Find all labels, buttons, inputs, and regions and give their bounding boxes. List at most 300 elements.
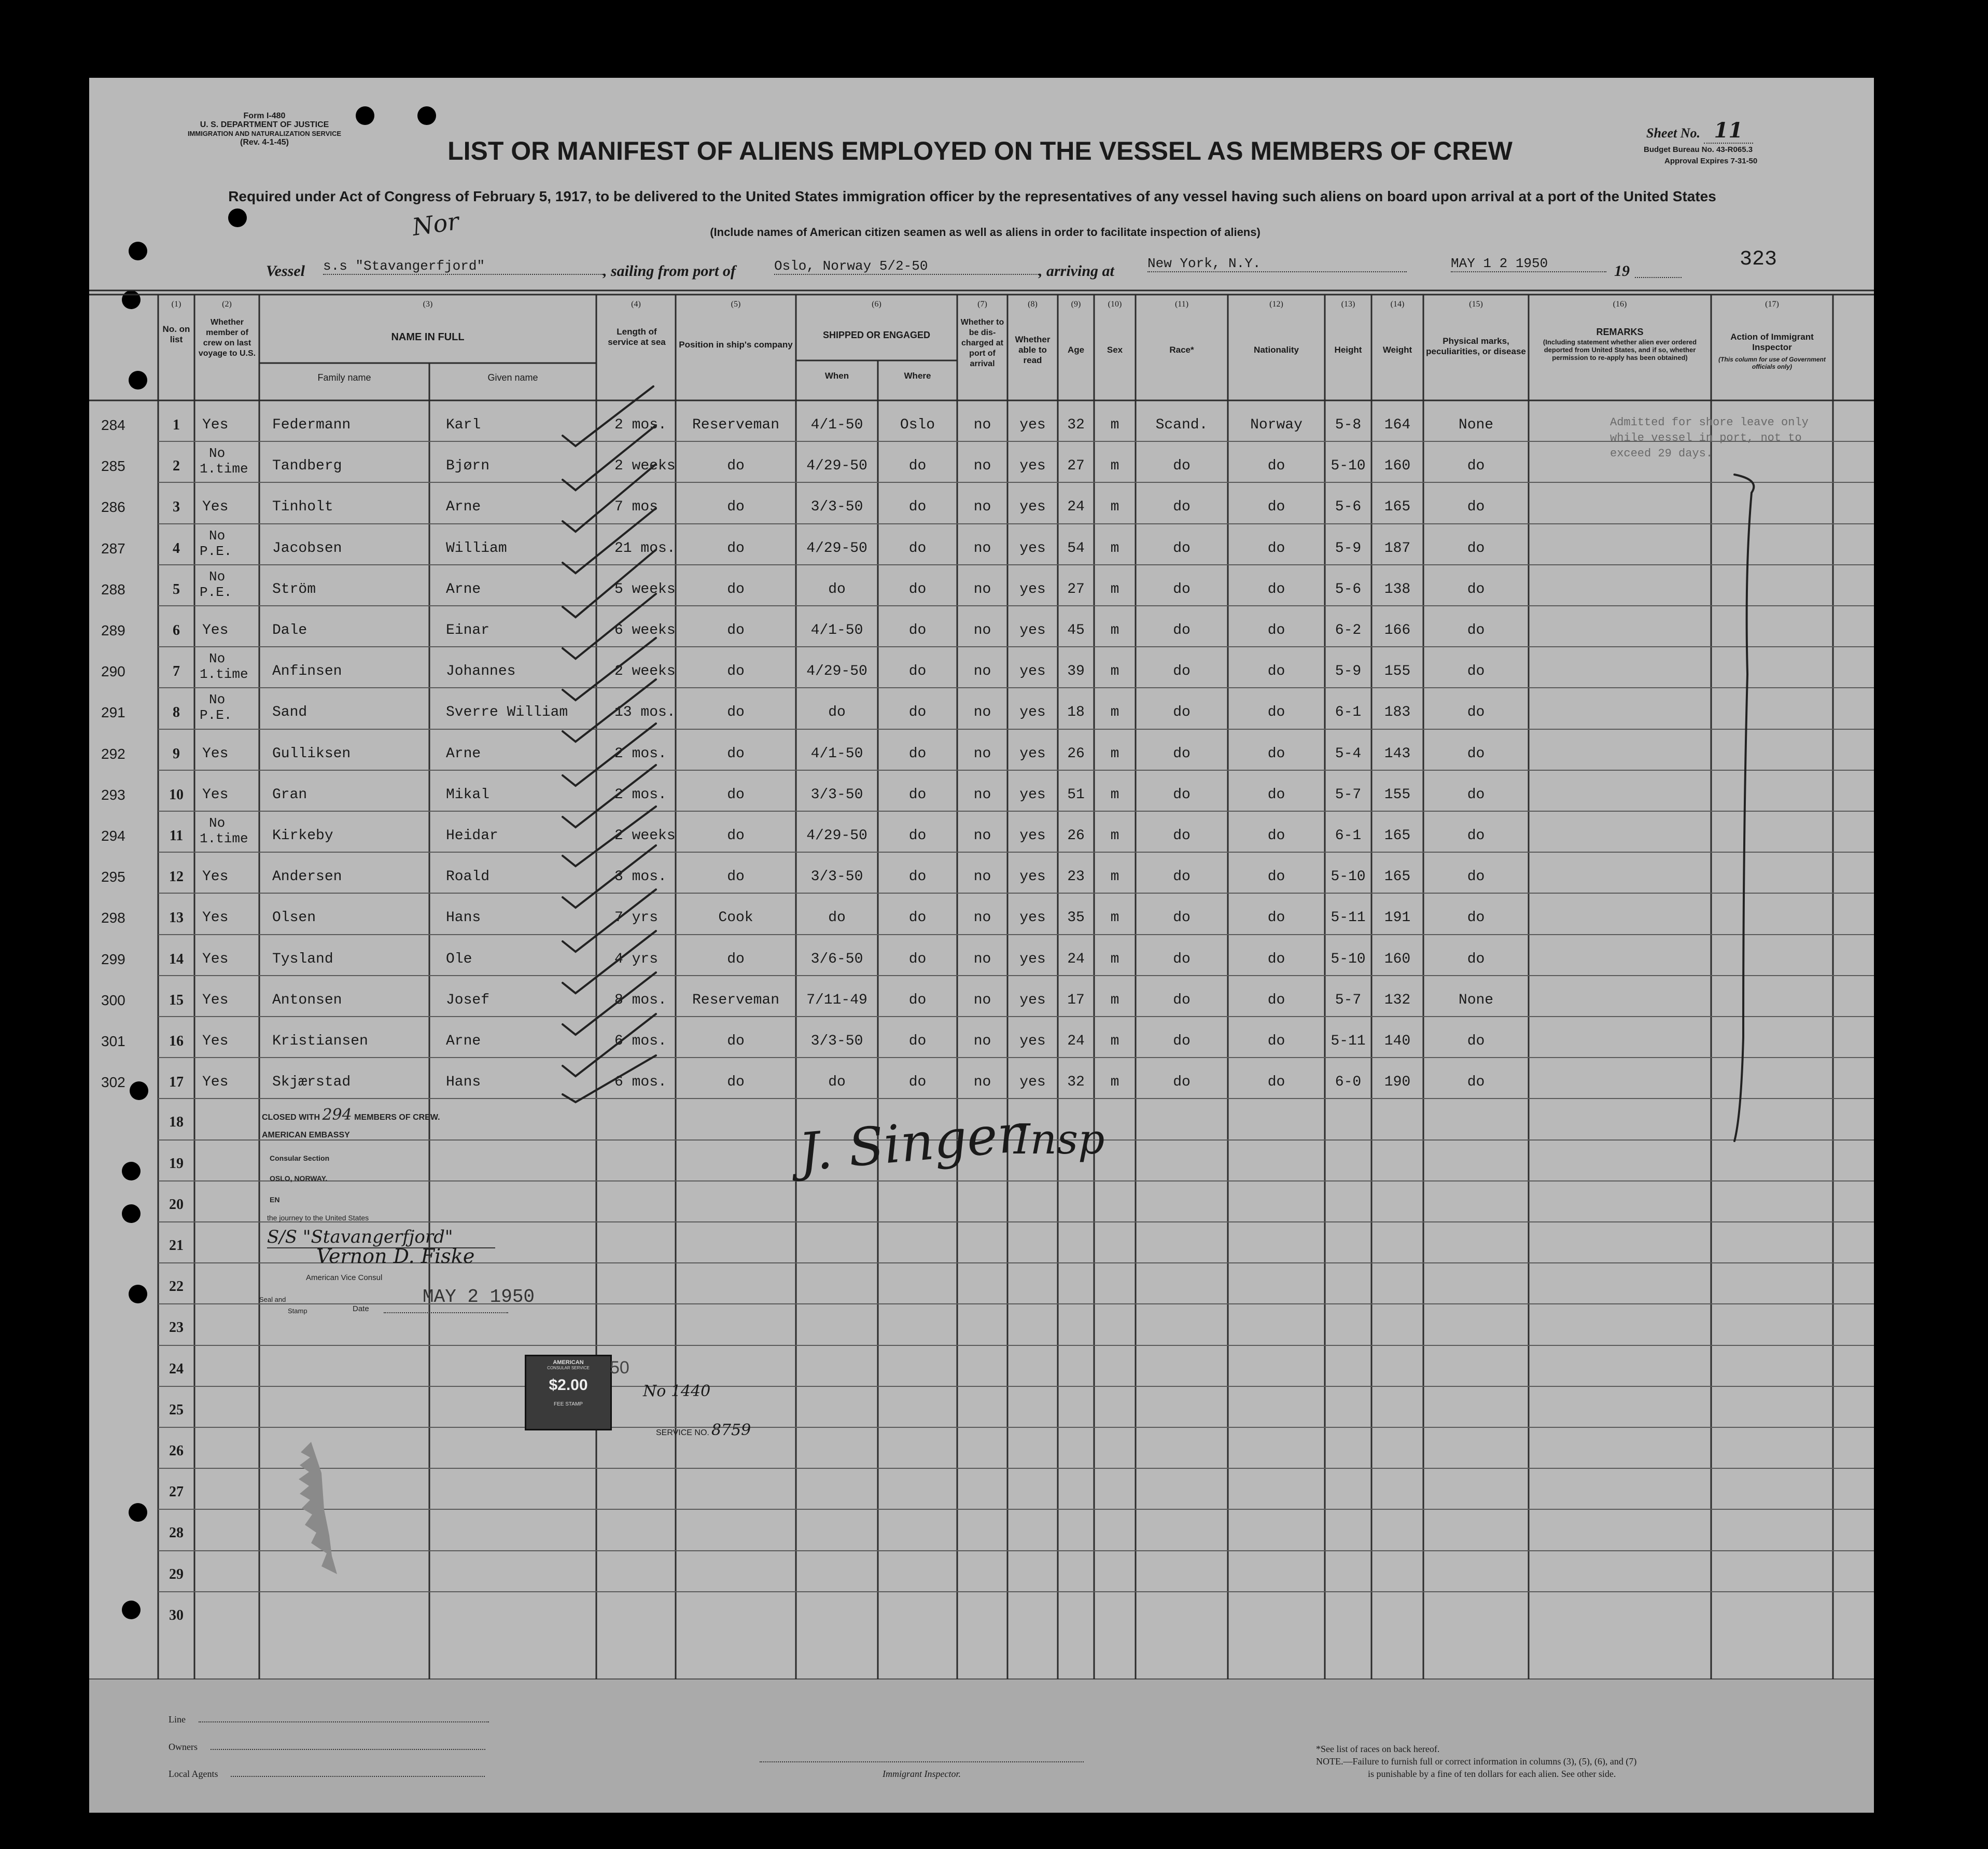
discharge: no: [973, 787, 991, 803]
age: 39: [1067, 663, 1085, 679]
discharge: no: [973, 458, 991, 474]
col-header-height: Height: [1334, 345, 1362, 355]
able-to-read: yes: [1019, 581, 1046, 597]
weight: 165: [1384, 499, 1411, 515]
shipped-when: do: [828, 704, 846, 720]
column-number: (17): [1765, 300, 1779, 309]
service-number: [656, 1421, 751, 1439]
sex: m: [1110, 663, 1119, 679]
column-number: (1): [171, 300, 181, 309]
footer-line-field: [169, 1714, 489, 1725]
sex: m: [1110, 951, 1119, 967]
reference-number: 287: [101, 540, 125, 557]
list-number: 12: [169, 869, 184, 885]
shipped-where: do: [908, 622, 927, 638]
weight: 155: [1384, 787, 1411, 803]
sex: m: [1110, 622, 1119, 638]
shipped-where: do: [908, 910, 927, 926]
able-to-read: yes: [1019, 787, 1046, 803]
sex: m: [1110, 1033, 1119, 1049]
column-number: (9): [1071, 300, 1081, 309]
family-name: Anfinsen: [272, 663, 342, 679]
inspector-title-signature: Insp: [1014, 1115, 1105, 1163]
column-number: (10): [1108, 300, 1122, 309]
service-length: 13 mos.: [614, 704, 676, 720]
reference-number: 293: [101, 787, 125, 803]
nationality: do: [1267, 746, 1285, 762]
given-name: Sverre William: [446, 704, 568, 720]
family-name: Olsen: [272, 910, 316, 926]
weight: 165: [1384, 828, 1411, 844]
crew-last-voyage: Yes: [202, 1074, 229, 1090]
list-number: 19: [169, 1156, 184, 1172]
race: do: [1173, 951, 1191, 967]
position: do: [727, 1033, 745, 1049]
crew-last-voyage: Yes: [202, 746, 229, 762]
crew-last-voyage: Yes: [202, 869, 229, 885]
shipped-where: do: [908, 869, 927, 885]
age: 54: [1067, 540, 1085, 557]
weight: 190: [1384, 1074, 1411, 1090]
reference-number: 285: [101, 458, 125, 474]
physical-marks: do: [1467, 704, 1485, 720]
paper-tear-mark: [280, 1442, 363, 1577]
stamp-en: EN: [270, 1195, 280, 1204]
sex: m: [1110, 910, 1119, 926]
race: do: [1173, 787, 1191, 803]
shipped-where: do: [908, 828, 927, 844]
service-length: 2 mos.: [614, 417, 667, 433]
physical-marks: do: [1467, 787, 1485, 803]
position: do: [727, 746, 745, 762]
discharge: no: [973, 828, 991, 844]
shipped-where: Oslo: [900, 417, 935, 433]
able-to-read: yes: [1019, 417, 1046, 433]
able-to-read: yes: [1019, 540, 1046, 557]
revenue-stamp-mid: CONSULAR SERVICE: [547, 1366, 590, 1370]
family-name: Gran: [272, 787, 307, 803]
race: do: [1173, 910, 1191, 926]
service-length: 3 mos.: [614, 869, 667, 885]
nationality: do: [1267, 951, 1285, 967]
col-header-family-name: Family name: [317, 372, 371, 383]
nationality: do: [1267, 458, 1285, 474]
stamp-seal-label: Seal and: [259, 1296, 286, 1303]
position: do: [727, 581, 745, 597]
service-length: 2 weeks: [614, 458, 676, 474]
service-length: 6 weeks: [614, 622, 676, 638]
sex: m: [1110, 828, 1119, 844]
sailing-label: , sailing from port of: [603, 262, 736, 280]
reference-number: 301: [101, 1033, 125, 1049]
weight: 164: [1384, 417, 1411, 433]
age: 26: [1067, 746, 1085, 762]
sex: m: [1110, 458, 1119, 474]
given-name: Mikal: [446, 787, 490, 803]
physical-marks: do: [1467, 458, 1485, 474]
list-number: 18: [169, 1114, 184, 1130]
reference-number: 291: [101, 704, 125, 720]
vessel-name: s.s "Stavangerfjord": [323, 258, 603, 275]
crew-last-voyage: Yes: [202, 417, 229, 433]
form-subtitle: Required under Act of Congress of February 5, 1917, to be delivered to the United States immigration officer by the representatives of any vessel having such aliens on board upon arrival at a port of the United States: [228, 188, 1716, 204]
shipped-where: do: [908, 581, 927, 597]
age: 18: [1067, 704, 1085, 720]
reference-number: 299: [101, 951, 125, 967]
weight: 183: [1384, 704, 1411, 720]
column-number: (15): [1469, 300, 1483, 309]
crew-last-voyage: Yes: [202, 910, 229, 926]
position: do: [727, 704, 745, 720]
shipped-where: do: [908, 746, 927, 762]
given-name: Arne: [446, 746, 481, 762]
list-number: 13: [169, 910, 184, 926]
reference-number: 286: [101, 499, 125, 515]
shipped-where: do: [908, 458, 927, 474]
col-header-nationality: Nationality: [1254, 345, 1299, 355]
list-number: 5: [173, 581, 180, 597]
list-number: 21: [169, 1238, 184, 1254]
age: 17: [1067, 992, 1085, 1008]
remarks-line: exceed 29 days.: [1610, 447, 1713, 460]
crew-last-voyage: Yes: [202, 499, 229, 515]
height: 5-9: [1335, 540, 1362, 557]
physical-marks: do: [1467, 663, 1485, 679]
age: 32: [1067, 417, 1085, 433]
discharge: no: [973, 951, 991, 967]
col-header-race: Race*: [1169, 345, 1194, 355]
able-to-read: yes: [1019, 622, 1046, 638]
weight: 166: [1384, 622, 1411, 638]
year-label: 19: [1614, 262, 1630, 280]
able-to-read: yes: [1019, 746, 1046, 762]
stamp-embassy: AMERICAN EMBASSY: [262, 1131, 350, 1139]
position: do: [727, 458, 745, 474]
physical-marks: None: [1458, 992, 1494, 1008]
shipped-when: 3/3-50: [810, 499, 863, 515]
family-name: Ström: [272, 581, 316, 597]
crew-last-voyage: No: [209, 692, 226, 707]
col-header-remarks: REMARKS: [1596, 327, 1644, 337]
column-number: (7): [977, 300, 987, 309]
footer-inspector-label: Immigrant Inspector.: [883, 1769, 961, 1779]
inspector-signature-line: [760, 1761, 1084, 1762]
family-name: Gulliksen: [272, 746, 351, 762]
sheet-label: Sheet No.: [1646, 126, 1700, 141]
given-name: Josef: [446, 992, 490, 1008]
family-name: Skjærstad: [272, 1074, 351, 1090]
reference-number: 290: [101, 663, 125, 679]
sex: m: [1110, 417, 1119, 433]
remarks-line: Admitted for shore leave only: [1610, 416, 1809, 429]
reference-number: 294: [101, 828, 125, 844]
weight: 155: [1384, 663, 1411, 679]
shipped-when: 4/29-50: [806, 663, 867, 679]
list-number: 1: [173, 417, 180, 433]
revenue-stamp: [525, 1355, 612, 1430]
family-name: Tandberg: [272, 458, 342, 474]
age: 27: [1067, 458, 1085, 474]
height: 5-11: [1331, 910, 1366, 926]
nationality: Norway: [1250, 417, 1303, 433]
list-number: 28: [169, 1525, 184, 1541]
sex: m: [1110, 787, 1119, 803]
shipped-when: 4/1-50: [810, 622, 863, 638]
race: do: [1173, 458, 1191, 474]
position: do: [727, 828, 745, 844]
weight: 191: [1384, 910, 1411, 926]
sex: m: [1110, 869, 1119, 885]
list-number: 6: [173, 622, 180, 638]
list-number: 14: [169, 951, 184, 967]
column-number: (13): [1341, 300, 1355, 309]
family-name: Dale: [272, 622, 307, 638]
position: do: [727, 951, 745, 967]
sex: m: [1110, 1074, 1119, 1090]
age: 23: [1067, 869, 1085, 885]
family-name: Andersen: [272, 869, 342, 885]
age: 27: [1067, 581, 1085, 597]
height: 5-6: [1335, 499, 1362, 515]
able-to-read: yes: [1019, 828, 1046, 844]
able-to-read: yes: [1019, 910, 1046, 926]
footer-line-label: Line: [169, 1714, 186, 1725]
shipped-when: 3/3-50: [810, 787, 863, 803]
service-length: 6 mos.: [614, 1074, 667, 1090]
age: 45: [1067, 622, 1085, 638]
discharge: no: [973, 622, 991, 638]
discharge: no: [973, 581, 991, 597]
revenue-stamp-value: $2.00: [549, 1377, 588, 1394]
given-name: Bjørn: [446, 458, 490, 474]
shipped-where: do: [908, 1074, 927, 1090]
form-number: Form I-480: [243, 112, 286, 120]
service-length: 21 mos.: [614, 540, 676, 557]
family-name: Jacobsen: [272, 540, 342, 557]
nationality: do: [1267, 828, 1285, 844]
age: 26: [1067, 828, 1085, 844]
given-name: Hans: [446, 1074, 481, 1090]
physical-marks: None: [1458, 417, 1494, 433]
discharge: no: [973, 1033, 991, 1049]
weight: 140: [1384, 1033, 1411, 1049]
race: do: [1173, 622, 1191, 638]
arriving-label: , arriving at: [1039, 262, 1114, 280]
crew-last-voyage: Yes: [202, 622, 229, 638]
column-number: (4): [631, 300, 641, 309]
list-number: 24: [169, 1361, 184, 1377]
shipped-when: 4/1-50: [810, 746, 863, 762]
race: do: [1173, 992, 1191, 1008]
stamp-members-of-crew: MEMBERS OF CREW.: [354, 1113, 440, 1122]
stamp-journey: the journey to the United States: [267, 1214, 369, 1222]
given-name: Arne: [446, 1033, 481, 1049]
crew-last-voyage: No: [209, 569, 226, 585]
service-length: 2 weeks: [614, 828, 676, 844]
column-number: (6): [872, 300, 881, 309]
discharge: no: [973, 746, 991, 762]
service-length: 7 yrs: [614, 910, 659, 926]
discharge: no: [973, 869, 991, 885]
family-name: Tysland: [272, 951, 333, 967]
stamp-stamp-label: Stamp: [288, 1307, 307, 1315]
col-header-physical-marks: Physical marks, peculiarities, or disease: [1426, 336, 1526, 356]
list-number: 4: [173, 540, 180, 557]
discharge: no: [973, 910, 991, 926]
handwritten-annotation: Nor: [410, 207, 461, 241]
physical-marks: do: [1467, 951, 1485, 967]
shipped-when: 3/3-50: [810, 1033, 863, 1049]
service-length: 2 mos.: [614, 746, 667, 762]
col-header-inspector-note: (This column for use of Government officials only): [1718, 356, 1826, 370]
weight: 165: [1384, 869, 1411, 885]
age: 51: [1067, 787, 1085, 803]
weight: 160: [1384, 951, 1411, 967]
position: do: [727, 622, 745, 638]
race: do: [1173, 540, 1191, 557]
list-number: 15: [169, 992, 184, 1008]
service-number-value: 8759: [711, 1421, 751, 1439]
crew-last-voyage: No: [209, 528, 226, 544]
footer-owners-label: Owners: [169, 1742, 198, 1752]
reference-number: 288: [101, 581, 125, 597]
position: do: [727, 663, 745, 679]
column-number: (11): [1174, 300, 1189, 309]
able-to-read: yes: [1019, 458, 1046, 474]
department: U. S. DEPARTMENT OF JUSTICE: [200, 120, 329, 129]
position: do: [727, 499, 745, 515]
inspector-signature: J. Singer: [796, 1103, 1025, 1183]
weight: 160: [1384, 458, 1411, 474]
able-to-read: yes: [1019, 1074, 1046, 1090]
height: 5-6: [1335, 581, 1362, 597]
shipped-when: 4/29-50: [806, 540, 867, 557]
race: do: [1173, 581, 1191, 597]
able-to-read: yes: [1019, 663, 1046, 679]
shipped-when: 4/1-50: [810, 417, 863, 433]
able-to-read: yes: [1019, 869, 1046, 885]
sex: m: [1110, 746, 1119, 762]
shipped-where: do: [908, 951, 927, 967]
nationality: do: [1267, 622, 1285, 638]
consular-stamp: [262, 1106, 440, 1124]
col-header-crew-last-voyage: Whether member of crew on last voyage to U.S.: [198, 318, 256, 358]
form-note: (Include names of American citizen seamen as well as aliens in order to facilitate inspection of aliens): [710, 226, 1261, 239]
given-name: Arne: [446, 581, 481, 597]
able-to-read: yes: [1019, 992, 1046, 1008]
family-name: Tinholt: [272, 499, 333, 515]
shipped-where: do: [908, 540, 927, 557]
discharge: no: [973, 540, 991, 557]
list-number: 27: [169, 1484, 184, 1500]
col-header-inspector-action: Action of Immigrant Inspector: [1730, 332, 1814, 352]
col-header-position: Position in ship's company: [679, 340, 793, 350]
list-number: 23: [169, 1319, 184, 1336]
family-name: Federmann: [272, 417, 351, 433]
list-number: 29: [169, 1566, 184, 1582]
column-number: (14): [1390, 300, 1405, 309]
race: do: [1173, 499, 1191, 515]
race: do: [1173, 663, 1191, 679]
col-header-remarks-detail: (Including statement whether alien ever ordered deported from United States, and if so, whether permission to re-apply has been obtained): [1543, 338, 1697, 362]
form-title: LIST OR MANIFEST OF ALIENS EMPLOYED ON THE VESSEL AS MEMBERS OF CREW: [447, 136, 1513, 165]
nationality: do: [1267, 1033, 1285, 1049]
shipped-when: 4/29-50: [806, 828, 867, 844]
crew-last-voyage: No: [209, 815, 226, 831]
shipped-when: do: [828, 910, 846, 926]
able-to-read: yes: [1019, 951, 1046, 967]
service-length: 2 mos.: [614, 787, 667, 803]
sex: m: [1110, 704, 1119, 720]
given-name: Ole: [446, 951, 472, 967]
physical-marks: do: [1467, 581, 1485, 597]
height: 5-9: [1335, 663, 1362, 679]
age: 32: [1067, 1074, 1085, 1090]
column-number: (12): [1269, 300, 1283, 309]
shipped-where: do: [908, 663, 927, 679]
vessel-label: Vessel: [266, 262, 305, 280]
stamp-city: OSLO, NORWAY.: [270, 1174, 328, 1183]
nationality: do: [1267, 1074, 1285, 1090]
position: Reserveman: [692, 992, 780, 1008]
footer-agents-blank: [231, 1776, 485, 1777]
race: do: [1173, 1074, 1191, 1090]
sheet-value: 11: [1704, 118, 1754, 144]
shipped-when: 7/11-49: [806, 992, 867, 1008]
stamp-crew-count: 294: [322, 1106, 352, 1124]
budget-number: Budget Bureau No. 43-R065.3: [1644, 145, 1753, 154]
position: Reserveman: [692, 417, 780, 433]
stamp-vessel-handwritten: S/S "Stavangerfjord": [267, 1227, 495, 1248]
footer-notes: [1316, 1743, 1636, 1780]
shipped-when: 3/3-50: [810, 869, 863, 885]
height: 5-7: [1335, 992, 1362, 1008]
footer-line-blank: [199, 1721, 489, 1722]
sex: m: [1110, 581, 1119, 597]
able-to-read: yes: [1019, 704, 1046, 720]
position: do: [727, 869, 745, 885]
physical-marks: do: [1467, 499, 1485, 515]
crew-last-voyage: Yes: [202, 951, 229, 967]
approval-expiry: Approval Expires 7-31-50: [1664, 157, 1758, 165]
shipped-where: do: [908, 704, 927, 720]
revenue-stamp-top: AMERICAN: [553, 1359, 584, 1366]
footer-note-penalty: NOTE.—Failure to furnish full or correct information in columns (3), (5), (6), and (7): [1316, 1756, 1637, 1767]
arrival-date: MAY 1 2 1950: [1451, 256, 1606, 272]
nationality: do: [1267, 992, 1285, 1008]
race: do: [1173, 869, 1191, 885]
weight: 187: [1384, 540, 1411, 557]
discharge: no: [973, 1074, 991, 1090]
family-name: Kristiansen: [272, 1033, 368, 1049]
service-name: IMMIGRATION AND NATURALIZATION SERVICE: [187, 130, 342, 137]
page-number: 323: [1740, 248, 1777, 271]
nationality: do: [1267, 663, 1285, 679]
crew-last-voyage: P.E.: [200, 585, 232, 600]
list-number: 22: [169, 1278, 184, 1295]
list-number: 8: [173, 704, 180, 720]
col-header-weight: Weight: [1382, 345, 1412, 355]
footer-owners-field: [169, 1742, 485, 1753]
reference-number: 302: [101, 1074, 125, 1090]
shipped-where: do: [908, 1033, 927, 1049]
sex: m: [1110, 992, 1119, 1008]
reference-number: 284: [101, 417, 125, 433]
weight: 143: [1384, 746, 1411, 762]
list-number: 16: [169, 1033, 184, 1049]
position: Cook: [718, 910, 753, 926]
nationality: do: [1267, 910, 1285, 926]
